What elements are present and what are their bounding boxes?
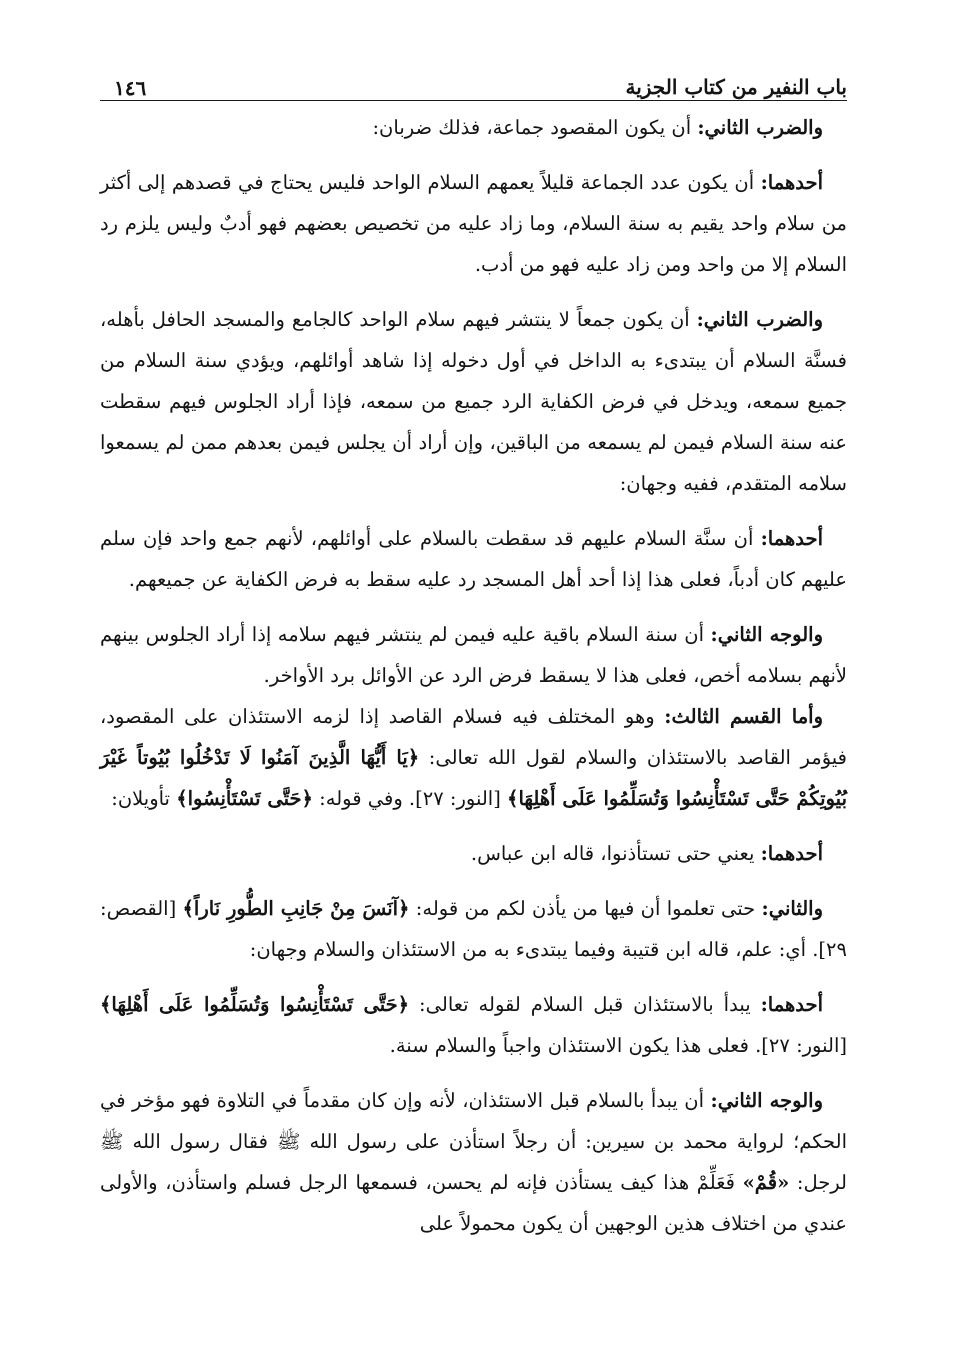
verse-reference: [النور: ٢٧]. وفي قوله: xyxy=(312,787,508,810)
paragraph-text: أن يبدأ بالسلام قبل الاستئذان، لأنه وإن كان مقدماً في التلاوة فهو مؤخر في الحكم؛ لرواية محمد بن سيرين: أن رجلاً استأذن على رسول الله ﷺ فقال رسول الله ﷺ لرجل: xyxy=(100,1089,847,1194)
paragraph-text: أن يكون جمعاً لا ينتشر فيهم سلام الواحد كالجامع والمسجد الحافل بأهله، فسنَّة السلام أن يبتدىء به الداخل في أول دخوله إذا شاهد أوائلهم، ويؤدي سنة السلام من جميع سمعه، ويدخل في فرض الكفاية الرد جميع من سمعه، فإذا أراد الجلوس فيهم سقطت عنه سنة السلام فيمن لم يسمعه من الباقين، وإن أراد أن يجلس فيمن بعدهم ممن لم يسمعوا سلامه المتقدم، ففيه وجهان: xyxy=(100,308,847,495)
paragraph-text: يعني حتى تستأذنوا، قاله ابن عباس. xyxy=(470,842,761,865)
paragraph-lead: والوجه الثاني: xyxy=(710,623,824,646)
paragraph-text: يبدأ بالاستئذان قبل السلام لقوله تعالى: xyxy=(409,993,761,1016)
quran-verse: ﴿حَتَّى تَسْتَأْنِسُوا وَتُسَلِّمُوا عَلَى أَهْلِهَا﴾ xyxy=(100,993,410,1016)
paragraph-lead: والضرب الثاني: xyxy=(697,116,823,139)
hadith-quote: «قُمْ» xyxy=(742,1171,790,1194)
paragraph-lead: والوجه الثاني: xyxy=(710,1089,823,1112)
quran-verse: ﴿حَتَّى تَسْتَأْنِسُوا﴾ xyxy=(176,787,313,810)
paragraph-9 xyxy=(100,984,847,1066)
paragraph-text: أن سنة السلام باقية عليه فيمن لم ينتشر فيهم سلامه إذا أراد الجلوس بينهم لأنهم بسلامه أخص، فعلى هذا لا يسقط فرض الرد عن الأوائل برد الأواخر. xyxy=(100,623,847,687)
paragraph-lead: أحدهما: xyxy=(760,171,823,194)
chapter-title: باب النفير من كتاب الجزية xyxy=(625,75,847,99)
paragraph-7 xyxy=(100,833,847,874)
page-body xyxy=(100,107,847,1244)
paragraph-text: أن سنَّة السلام عليهم قد سقطت بالسلام على أوائلهم، لأنهم جمع واحد فإن سلم عليهم كان أدباً، فعلى هذا إذا أحد أهل المسجد رد عليه سقط به فرض الكفاية عن جميعهم. xyxy=(100,527,847,591)
paragraph-10 xyxy=(100,1080,847,1244)
quran-verse: ﴿آنَسَ مِنْ جَانِبِ الطُّورِ نَاراً﴾ xyxy=(182,897,410,920)
paragraph-lead: أحدهما: xyxy=(760,842,823,865)
paragraph-lead: والضرب الثاني: xyxy=(696,308,823,331)
paragraph-lead: وأما القسم الثالث: xyxy=(664,705,824,728)
paragraph-text: أن يكون عدد الجماعة قليلاً يعمهم السلام الواحد فليس يحتاج في قصدهم إلى أكثر من سلام واحد يقيم به سنة السلام، وما زاد عليه من تخصيص بعضهم فهو أدبٌ وليس يلزم رد السلام إلا من واحد ومن زاد عليه فهو من أدب. xyxy=(100,171,847,276)
paragraph-text: فَعَلِّمْ هذا كيف يستأذن فإنه لم يحسن، فسمعها الرجل فسلم واستأذن، والأولى عندي من اختلاف هذين الوجهين أن يكون محمولاً على xyxy=(100,1171,847,1235)
paragraph-lead: أحدهما: xyxy=(760,527,823,550)
paragraph-4 xyxy=(100,518,847,600)
page-header xyxy=(100,66,847,101)
paragraph-text: [القصص: ٢٩]. أي: علم، قاله ابن قتيبة وفيما يبتدىء به من الاستئذان والسلام وجهان: xyxy=(100,897,847,961)
paragraph-2 xyxy=(100,162,847,285)
paragraph-text: تأويلان: xyxy=(111,787,177,810)
paragraph-text: وهو المختلف فيه فسلام القاصد إذا لزمه الاستئذان على المقصود، فيؤمر القاصد بالاستئذان والسلام لقول الله تعالى: xyxy=(100,705,847,769)
paragraph-lead: والثاني: xyxy=(761,897,824,920)
paragraph-8 xyxy=(100,888,847,970)
quran-verse: ﴿يَا أَيُّهَا الَّذِينَ آمَنُوا لَا تَدْخُلُوا بُيُوتاً غَيْرَ بُيُوتِكُمْ حَتَّى تَسْتَأْنِسُوا وَتُسَلِّمُوا عَلَى أَهْلِهَا﴾ xyxy=(100,746,847,810)
paragraph-3 xyxy=(100,299,847,504)
paragraph-lead: أحدهما: xyxy=(760,993,823,1016)
paragraph-text: حتى تعلموا أن فيها من يأذن لكم من قوله: xyxy=(409,897,762,920)
page-number: ١٤٦ xyxy=(114,76,147,100)
paragraph-text: [النور: ٢٧]. فعلى هذا يكون الاستئذان واجباً والسلام سنة. xyxy=(389,1034,847,1057)
paragraph-5 xyxy=(100,614,847,696)
paragraph-1 xyxy=(100,107,847,148)
paragraph-text: أن يكون المقصود جماعة، فذلك ضربان: xyxy=(372,116,698,139)
paragraph-6 xyxy=(100,696,847,819)
